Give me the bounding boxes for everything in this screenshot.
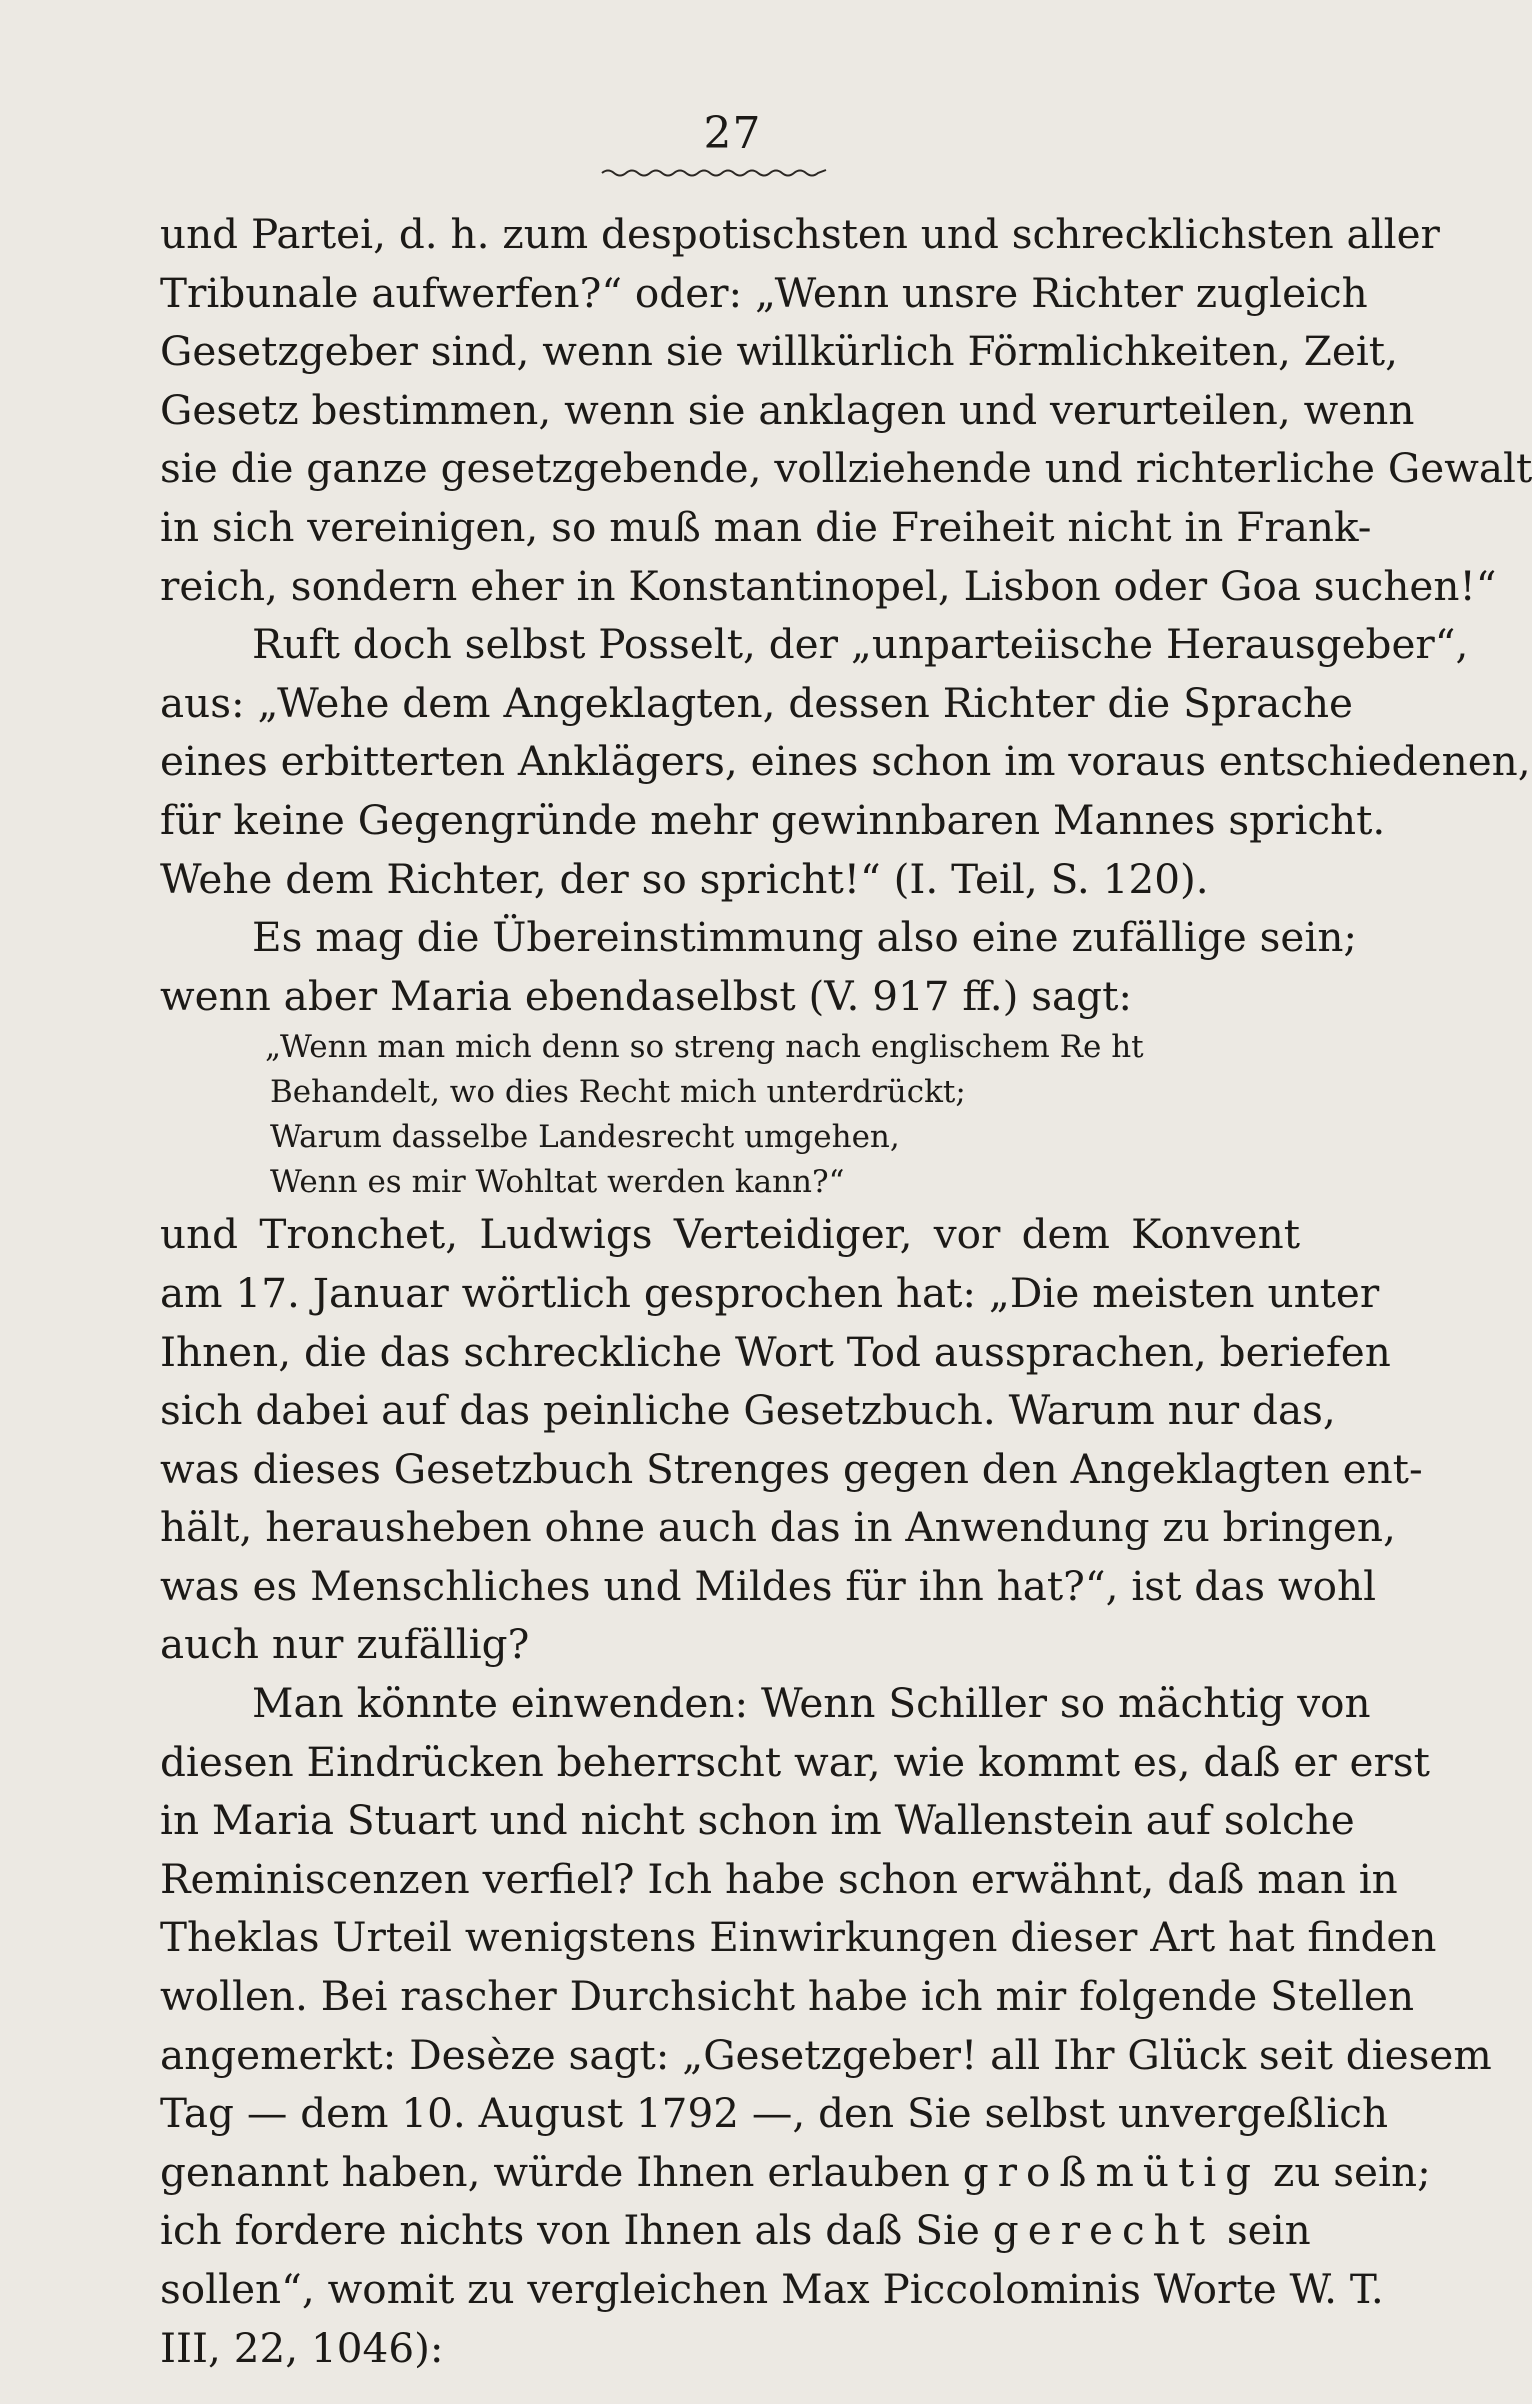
text-line: angemerkt: Desèze sagt: „Gesetzgeber! all Ihr Glück seit diesem xyxy=(160,2030,1492,2079)
text-line: und Tronchet, Ludwigs Verteidiger, vor dem Konvent xyxy=(160,1210,1300,1259)
text-line: was es Menschliches und Mildes für ihn hat?“, ist das wohl xyxy=(160,1561,1377,1610)
text-line-spaced xyxy=(160,2143,1431,2202)
text-line: Gesetz bestimmen, wenn sie anklagen und verurteilen, wenn xyxy=(160,385,1415,434)
text-line: in sich vereinigen, so muß man die Freiheit nicht in Frank- xyxy=(160,502,1372,551)
text-segment: genannt haben, würde Ihnen erlauben xyxy=(160,2147,963,2196)
text-line: sie die ganze gesetzgebende, vollziehende und richterliche Gewalt xyxy=(160,444,1532,493)
text-line: aus: „Wehe dem Angeklagten, dessen Richter die Sprache xyxy=(160,678,1354,727)
text-line: eines erbitterten Anklägers, eines schon im voraus entschiedenen, xyxy=(160,737,1531,786)
text-line: III, 22, 1046): xyxy=(160,2323,444,2372)
text-line: in Maria Stuart und nicht schon im Wallenstein auf solche xyxy=(160,1796,1355,1845)
text-line: für keine Gegengründe mehr gewinnbaren Mannes spricht. xyxy=(160,795,1386,844)
quote-line: Wenn es mir Wohltat werden kann?“ xyxy=(270,1164,845,1201)
spaced-emphasis: großmütig xyxy=(962,2147,1261,2196)
text-line: diesen Eindrücken beherrscht war, wie kommt es, daß er erst xyxy=(160,1737,1430,1786)
text-line: Ihnen, die das schreckliche Wort Tod aussprachen, beriefen xyxy=(160,1327,1391,1376)
text-segment: sein xyxy=(1214,2206,1311,2255)
text-line-spaced xyxy=(160,2201,1311,2260)
text-line: hält, herausheben ohne auch das in Anwendung zu bringen, xyxy=(160,1503,1396,1552)
text-segment: zu sein; xyxy=(1260,2147,1431,2196)
text-line: am 17. Januar wörtlich gesprochen hat: „Die meisten unter xyxy=(160,1268,1380,1317)
text-line: Es mag die Übereinstimmung also eine zufällige sein; xyxy=(252,913,1358,962)
text-line: Tribunale aufwerfen?“ oder: „Wenn unsre Richter zugleich xyxy=(160,268,1368,317)
text-line: auch nur zufällig? xyxy=(160,1620,530,1669)
text-line: sich dabei auf das peinliche Gesetzbuch. Warum nur das, xyxy=(160,1386,1336,1435)
text-line: reich, sondern eher in Konstantinopel, Lisbon oder Goa suchen!“ xyxy=(160,561,1497,610)
text-line: was dieses Gesetzbuch Strenges gegen den Angeklagten ent- xyxy=(160,1444,1423,1493)
text-line: Reminiscenzen verfiel? Ich habe schon erwähnt, daß man in xyxy=(160,1854,1398,1903)
text-line: Ruft doch selbst Posselt, der „unparteiische Herausgeber“, xyxy=(252,620,1469,669)
text-line: wenn aber Maria ebendaselbst (V. 917 ff.) sagt: xyxy=(160,971,1133,1020)
text-line: Tag — dem 10. August 1792 —, den Sie selbst unvergeßlich xyxy=(160,2089,1389,2138)
spaced-emphasis: gerecht xyxy=(992,2206,1215,2255)
text-line: wollen. Bei rascher Durchsicht habe ich mir folgende Stellen xyxy=(160,1972,1415,2021)
body-text xyxy=(160,205,1532,2377)
quote-line: „Wenn man mich denn so streng nach englischem Re ht xyxy=(265,1029,1144,1066)
quote-line: Warum dasselbe Landesrecht umgehen, xyxy=(270,1119,900,1156)
text-line: Gesetzgeber sind, wenn sie willkürlich Förmlichkeiten, Zeit, xyxy=(160,327,1398,376)
ornament-divider xyxy=(600,166,830,180)
text-line: und Partei, d. h. zum despotischsten und schrecklichsten aller xyxy=(160,210,1440,258)
text-line: Man könnte einwenden: Wenn Schiller so mächtig von xyxy=(252,1679,1371,1728)
text-line: Theklas Urteil wenigstens Einwirkungen dieser Art hat finden xyxy=(160,1913,1437,1962)
quote-line: Behandelt, wo dies Recht mich unterdrückt; xyxy=(270,1074,966,1111)
text-line: sollen“, womit zu vergleichen Max Piccolominis Worte W. T. xyxy=(160,2265,1384,2313)
text-segment: ich fordere nichts von Ihnen als daß Sie xyxy=(160,2206,993,2255)
page-number: 27 xyxy=(703,108,762,159)
text-line: Wehe dem Richter, der so spricht!“ (I. Teil, S. 120). xyxy=(160,854,1209,903)
